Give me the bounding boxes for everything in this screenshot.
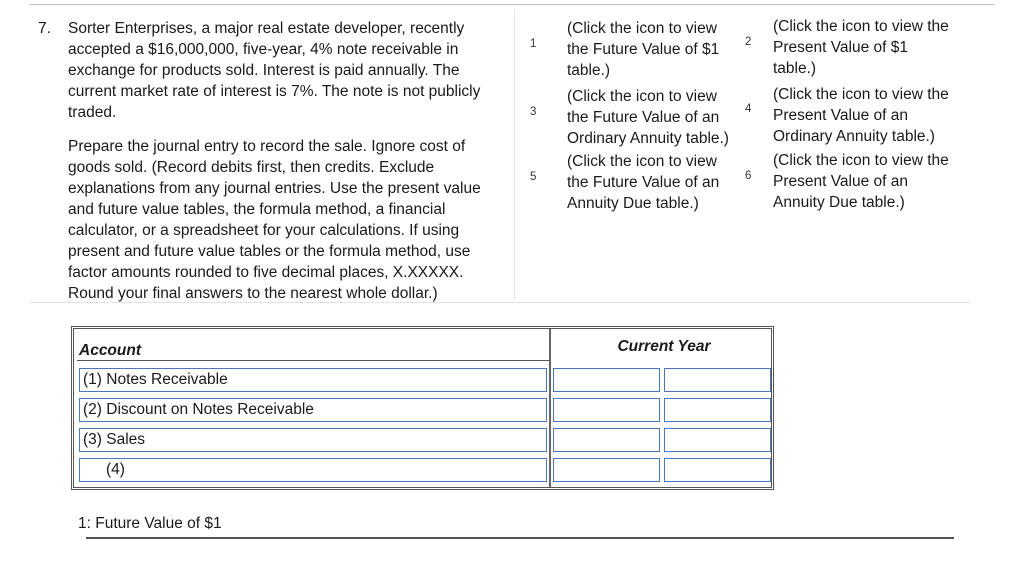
footnote-title: 1: Future Value of $1	[78, 515, 222, 532]
instruction-line: factor amounts rounded to five decimal places, X.XXXXX.	[68, 264, 464, 281]
reference-line: Present Value of $1	[773, 39, 908, 56]
debit-input-3[interactable]	[553, 428, 660, 452]
question-line: traded.	[68, 104, 117, 121]
reference-line: Ordinary Annuity table.)	[567, 130, 729, 147]
question-line: accepted a $16,000,000, five-year, 4% note receivable in	[68, 41, 459, 58]
present-value-ordinary-annuity-link[interactable]	[773, 84, 949, 147]
reference-number-3: 3	[530, 106, 537, 118]
debit-input-1[interactable]	[553, 368, 660, 392]
reference-number-2: 2	[745, 36, 752, 48]
instruction-line: Prepare the journal entry to record the sale. Ignore cost of	[68, 138, 466, 155]
instructions-text	[68, 136, 513, 304]
reference-line: (Click the icon to view the	[773, 86, 949, 103]
debit-input-2[interactable]	[553, 398, 660, 422]
instruction-line: Round your final answers to the nearest whole dollar.)	[68, 285, 438, 302]
account-input-4[interactable]: (4)	[79, 458, 547, 482]
account-input-2[interactable]: (2) Discount on Notes Receivable	[79, 398, 547, 422]
account-input-1[interactable]: (1) Notes Receivable	[79, 368, 547, 392]
reference-line: Annuity Due table.)	[567, 195, 699, 212]
instruction-line: and future value tables, the formula method, a financial	[68, 201, 446, 218]
reference-line: Present Value of an	[773, 107, 908, 124]
question-line: current market rate of interest is 7%. The note is not publicly	[68, 83, 481, 100]
present-value-of-1-link[interactable]	[773, 16, 949, 79]
section-divider	[30, 302, 970, 303]
journal-entry-table	[71, 326, 774, 490]
reference-line: (Click the icon to view	[567, 153, 717, 170]
current-year-column-header: Current Year	[617, 338, 711, 355]
credit-input-3[interactable]	[664, 428, 771, 452]
top-divider	[30, 4, 994, 5]
reference-line: table.)	[567, 62, 611, 79]
reference-line: the Future Value of an	[567, 174, 720, 191]
credit-input-4[interactable]	[664, 458, 771, 482]
future-value-ordinary-annuity-link[interactable]	[567, 86, 729, 149]
account-input-3[interactable]: (3) Sales	[79, 428, 547, 452]
instruction-line: goods sold. (Record debits first, then credits. Exclude	[68, 159, 435, 176]
instruction-line: calculator, or a spreadsheet for your calculations. If using	[68, 222, 460, 239]
reference-line: table.)	[773, 60, 817, 77]
credit-input-1[interactable]	[664, 368, 771, 392]
reference-line: the Future Value of an	[567, 109, 720, 126]
reference-line: the Future Value of $1	[567, 41, 720, 58]
reference-line: Present Value of an	[773, 173, 908, 190]
instruction-line: present and future value tables or the formula method, use	[68, 243, 471, 260]
reference-number-4: 4	[745, 103, 752, 115]
reference-number-5: 5	[530, 171, 537, 183]
reference-line: (Click the icon to view the	[773, 18, 949, 35]
question-number: 7.	[38, 20, 51, 37]
column-divider	[514, 10, 515, 300]
header-underline	[77, 360, 549, 361]
reference-line: (Click the icon to view the	[773, 152, 949, 169]
reference-line: Ordinary Annuity table.)	[773, 128, 935, 145]
credit-input-2[interactable]	[664, 398, 771, 422]
reference-number-1: 1	[530, 38, 537, 50]
question-text	[68, 18, 513, 123]
question-line: exchange for products sold. Interest is paid annually. The	[68, 62, 460, 79]
future-value-of-1-link[interactable]	[567, 18, 719, 81]
reference-line: Annuity Due table.)	[773, 194, 905, 211]
future-value-annuity-due-link[interactable]	[567, 151, 719, 214]
reference-line: (Click the icon to view	[567, 20, 717, 37]
reference-number-6: 6	[745, 170, 752, 182]
question-line: Sorter Enterprises, a major real estate developer, recently	[68, 20, 465, 37]
account-column-header: Account	[79, 342, 141, 359]
footnote-rule	[86, 537, 954, 539]
debit-input-4[interactable]	[553, 458, 660, 482]
instruction-line: explanations from any journal entries. Use the present value	[68, 180, 481, 197]
present-value-annuity-due-link[interactable]	[773, 150, 949, 213]
reference-line: (Click the icon to view	[567, 88, 717, 105]
table-column-divider	[549, 329, 551, 487]
